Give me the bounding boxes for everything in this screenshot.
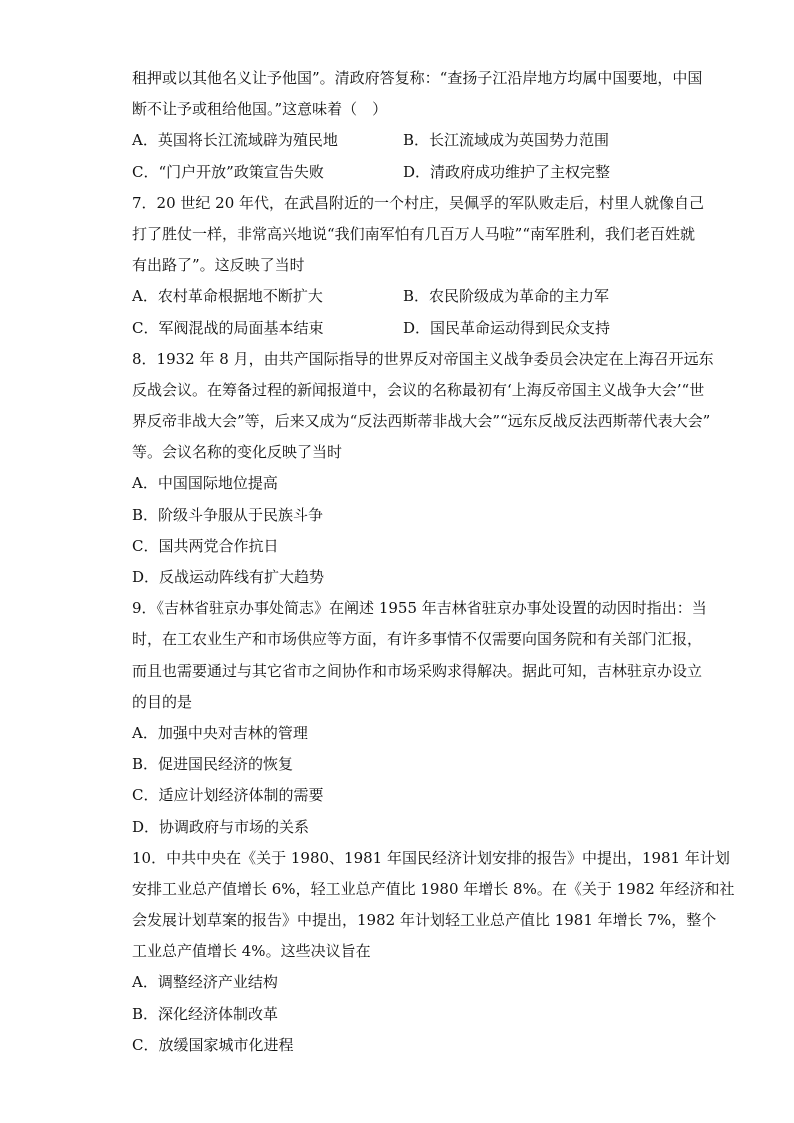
question-9-line-1: 9．《吉林省驻京办事处简志》在阐述 1955 年吉林省驻京办事处设置的动因时指出：当	[132, 599, 707, 618]
question-7	[132, 188, 705, 344]
question-10-line-2: 安排工业总产值增长 6%，轻工业总产值比 1980 年增长 8%。在《关于 1982 年经济和社	[132, 879, 735, 898]
question-7-line-3: 有出路了”。这反映了当时	[132, 256, 305, 275]
question-8	[132, 344, 714, 594]
question-10-option-a[interactable]: A．调整经济产业结构	[132, 973, 278, 992]
question-10-option-c[interactable]: C．放缓国家城市化进程	[132, 1035, 294, 1054]
question-10-option-b[interactable]: B．深化经济体制改革	[132, 1004, 279, 1023]
question-10-line-4: 工业总产值增长 4%。这些决议旨在	[132, 942, 371, 961]
question-8-option-b[interactable]: B．阶级斗争服从于民族斗争	[132, 505, 324, 524]
question-7-line-1: 7．20 世纪 20 年代，在武昌附近的一个村庄，吴佩孚的军队败走后，村里人就像自己	[132, 193, 705, 212]
question-7-options-row-1	[132, 281, 674, 312]
question-6-line-2: 断不让予或租给他国。”这意味着（ ）	[132, 100, 388, 119]
question-7-option-a[interactable]: A．农村革命根据地不断扩大	[132, 287, 323, 306]
question-9-option-c[interactable]: C．适应计划经济体制的需要	[132, 786, 324, 805]
question-7-option-c[interactable]: C．军阀混战的局面基本结束	[132, 318, 324, 337]
question-8-line-3: 界反帝非战大会”等，后来又成为“反法西斯蒂非战大会”“远东反战反法西斯蒂代表大会”	[132, 412, 711, 431]
question-8-line-1: 8．1932 年 8 月，由共产国际指导的世界反对帝国主义战争委员会决定在上海召开远东	[132, 349, 714, 368]
question-8-line-2: 反战会议。在筹备过程的新闻报道中，会议的名称最初有‘上海反帝国主义战争大会’“世	[132, 380, 705, 399]
question-9-option-d[interactable]: D．协调政府与市场的关系	[132, 817, 310, 836]
question-10-line-3: 会发展计划草案的报告》中提出，1982 年计划轻工业总产值比 1981 年增长 7%，整个	[132, 911, 717, 930]
question-6-option-a[interactable]: A．英国将长江流域辟为殖民地	[132, 131, 338, 150]
question-6-option-b[interactable]: B．长江流域成为英国势力范围	[403, 131, 610, 150]
question-6-option-d[interactable]: D．清政府成功维护了主权完整	[403, 162, 611, 181]
question-6	[132, 63, 703, 188]
question-7-option-b[interactable]: B．农民阶级成为革命的主力军	[403, 287, 610, 306]
question-6-line-1: 租押或以其他名义让予他国”。清政府答复称：“查扬子江沿岸地方均属中国要地，中国	[132, 69, 703, 87]
question-8-option-a[interactable]: A．中国国际地位提高	[132, 474, 278, 493]
question-7-option-d[interactable]: D．国民革命运动得到民众支持	[403, 318, 611, 337]
question-7-options-row-2	[132, 313, 674, 344]
question-8-option-c[interactable]: C．国共两党合作抗日	[132, 536, 279, 555]
question-6-option-c[interactable]: C．“门户开放”政策宣告失败	[132, 162, 324, 181]
question-6-options-row-1	[132, 125, 674, 156]
question-7-line-2: 打了胜仗一样，非常高兴地说“我们南军怕有几百万人马啦”“南军胜利，我们老百姓就	[132, 224, 696, 243]
question-9-option-b[interactable]: B．促进国民经济的恢复	[132, 755, 294, 774]
question-6-options-row-2	[132, 157, 674, 188]
question-8-line-4: 等。会议名称的变化反映了当时	[132, 443, 343, 462]
question-9	[132, 593, 707, 843]
question-10-line-1: 10．中共中央在《关于 1980、1981 年国民经济计划安排的报告》中提出，1981 年计划	[132, 848, 730, 867]
question-8-option-d[interactable]: D．反战运动阵线有扩大趋势	[132, 568, 325, 586]
question-9-option-a[interactable]: A．加强中央对吉林的管理	[132, 723, 308, 742]
question-10	[132, 843, 735, 1061]
question-9-line-4: 的目的是	[132, 692, 193, 711]
question-9-line-3: 而且也需要通过与其它省市之间协作和市场采购求得解决。据此可知，吉林驻京办设立	[132, 661, 703, 680]
question-9-line-2: 时，在工农业生产和市场供应等方面，有许多事情不仅需要向国务院和有关部门汇报，	[132, 630, 703, 649]
